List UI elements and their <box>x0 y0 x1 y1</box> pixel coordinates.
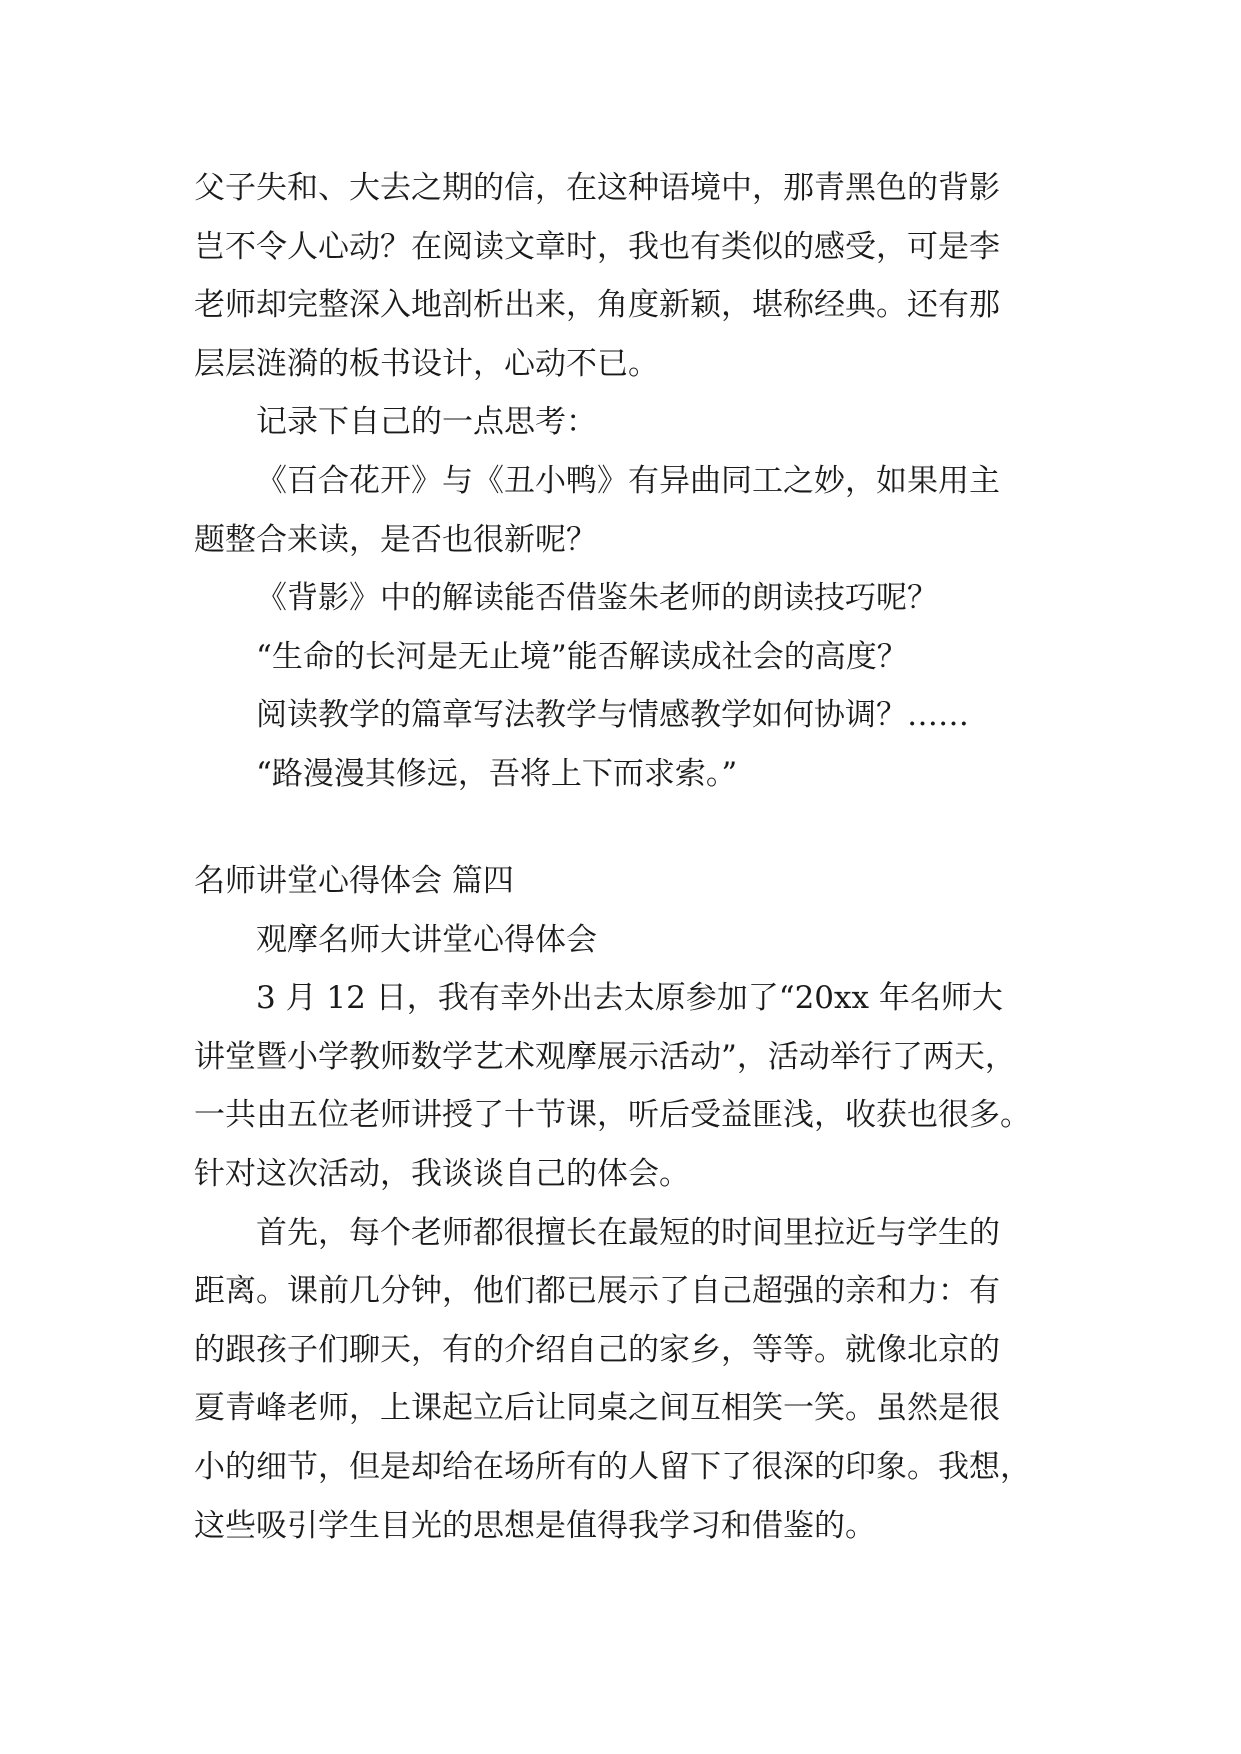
question-3: “生命的长河是无止境”能否解读成社会的高度？ <box>256 638 908 675</box>
paragraph-2-line: 3 月 12 日，我有幸外出去太原参加了“20xx 年名师大 <box>256 980 1003 1017</box>
paragraph-2-line: 讲堂暨小学教师数学艺术观摩展示活动”，活动举行了两天， <box>194 1038 1016 1075</box>
document-body <box>194 159 1064 804</box>
paragraph-1-line: 层层涟漪的板书设计，心动不已。 <box>194 345 659 382</box>
reflection-intro: 记录下自己的一点思考： <box>256 404 597 441</box>
paragraph-3-line: 的跟孩子们聊天，有的介绍自己的家乡，等等。就像北京的 <box>194 1331 1000 1368</box>
question-1-line: 题整合来读，是否也很新呢？ <box>194 521 597 558</box>
paragraph-2-line: 针对这次活动，我谈谈自己的体会。 <box>194 1155 690 1192</box>
question-4: 阅读教学的篇章写法教学与情感教学如何协调？…… <box>256 697 969 734</box>
closing-quote: “路漫漫其修远，吾将上下而求索。” <box>256 755 738 792</box>
paragraph-3-line: 距离。课前几分钟，他们都已展示了自己超强的亲和力：有 <box>194 1273 1000 1310</box>
paragraph-2-line: 一共由五位老师讲授了十节课，听后受益匪浅，收获也很多。 <box>194 1097 1031 1134</box>
paragraph-3-line: 这些吸引学生目光的思想是值得我学习和借鉴的。 <box>194 1507 876 1544</box>
paragraph-3-line: 小的细节，但是却给在场所有的人留下了很深的印象。我想， <box>194 1448 1031 1485</box>
section-heading: 名师讲堂心得体会 篇四 <box>194 863 514 899</box>
paragraph-1-line: 岂不令人心动？在阅读文章时，我也有类似的感受，可是李 <box>194 228 1000 265</box>
paragraph-3-line: 夏青峰老师，上课起立后让同桌之间互相笑一笑。虽然是很 <box>194 1390 1000 1427</box>
paragraph-1-line: 老师却完整深入地剖析出来，角度新颖，堪称经典。还有那 <box>194 287 1000 324</box>
paragraph-1-line: 父子失和、大去之期的信，在这种语境中，那青黑色的背影 <box>194 170 1000 206</box>
section-four <box>194 852 1064 1555</box>
section-subtitle: 观摩名师大讲堂心得体会 <box>256 921 597 958</box>
question-2: 《背影》中的解读能否借鉴朱老师的朗读技巧呢？ <box>256 580 938 617</box>
question-1-line: 《百合花开》与《丑小鸭》有异曲同工之妙，如果用主 <box>256 462 1000 499</box>
paragraph-3-line: 首先，每个老师都很擅长在最短的时间里拉近与学生的 <box>256 1214 1000 1251</box>
